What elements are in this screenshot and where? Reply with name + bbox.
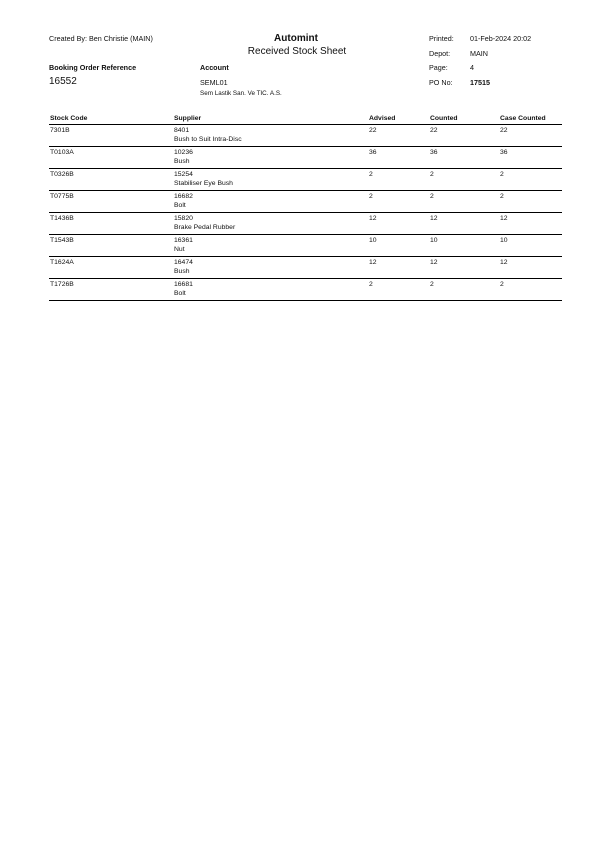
counted-qty: 2 [430,171,434,178]
stock-code: T0326B [50,171,74,178]
case-counted-qty: 22 [500,127,508,134]
stock-code: T1726B [50,281,74,288]
page-title: Received Stock Sheet [247,46,347,57]
supplier-code: 16682 [174,193,193,200]
case-counted-qty: 2 [500,193,504,200]
supplier-code: 8401 [174,127,190,134]
supplier-code: 16681 [174,281,193,288]
supplier-code: 10236 [174,149,193,156]
table-row [49,279,562,301]
printed-value: 01-Feb-2024 20:02 [470,34,532,43]
col-advised: Advised [369,115,396,122]
counted-qty: 36 [430,149,438,156]
stock-code: T1436B [50,215,74,222]
table-row [49,169,562,191]
table-row [49,213,562,235]
item-description: Bush [174,158,190,165]
col-stock-code: Stock Code [50,115,88,122]
case-counted-qty: 36 [500,149,508,156]
po-label: PO No: [429,78,453,87]
company-name: Automint [274,33,318,44]
counted-qty: 10 [430,237,438,244]
col-case-counted: Case Counted [500,115,546,122]
booking-reference: 16552 [49,76,77,87]
case-counted-qty: 2 [500,281,504,288]
counted-qty: 2 [430,281,434,288]
case-counted-qty: 10 [500,237,508,244]
counted-qty: 12 [430,259,438,266]
stock-code: T0103A [50,149,74,156]
printed-label: Printed: [429,34,454,43]
supplier-code: 16474 [174,259,193,266]
item-description: Stabiliser Eye Bush [174,180,233,187]
advised-qty: 2 [369,193,373,200]
stock-code: T0775B [50,193,74,200]
depot-label: Depot: [429,49,451,58]
col-supplier: Supplier [174,115,202,122]
stock-table [49,114,562,301]
supplier-code: 16361 [174,237,193,244]
item-description: Bolt [174,290,186,297]
advised-qty: 10 [369,237,377,244]
table-row [49,235,562,257]
case-counted-qty: 12 [500,215,508,222]
advised-qty: 22 [369,127,377,134]
po-number: 17515 [470,78,490,87]
counted-qty: 2 [430,193,434,200]
item-description: Bush to Suit Intra-Disc [174,136,242,143]
page-number: 4 [470,63,474,72]
advised-qty: 2 [369,171,373,178]
supplier-code: 15254 [174,171,193,178]
col-counted: Counted [430,115,458,122]
item-description: Brake Pedal Rubber [174,224,236,231]
table-row [49,147,562,169]
table-row [49,257,562,279]
table-row [49,125,562,147]
advised-qty: 2 [369,281,373,288]
stock-code: T1624A [50,259,74,266]
created-by-label: Created By: [49,34,87,43]
table-header [49,114,562,125]
item-description: Nut [174,246,185,253]
advised-qty: 12 [369,215,377,222]
case-counted-qty: 2 [500,171,504,178]
account-code: SEML01 [200,78,228,87]
item-description: Bolt [174,202,186,209]
advised-qty: 36 [369,149,377,156]
item-description: Bush [174,268,190,275]
account-name: Sem Lastik San. Ve TIC. A.S. [200,90,282,97]
case-counted-qty: 12 [500,259,508,266]
account-label: Account [200,63,229,72]
booking-label: Booking Order Reference [49,63,137,72]
stock-code: 7301B [50,127,70,134]
created-by-value: Ben Christie (MAIN) [88,34,153,43]
page-label: Page: [429,63,448,72]
created-by [49,34,153,43]
counted-qty: 12 [430,215,438,222]
counted-qty: 22 [430,127,438,134]
supplier-code: 15820 [174,215,193,222]
table-row [49,191,562,213]
stock-code: T1543B [50,237,74,244]
advised-qty: 12 [369,259,377,266]
depot-value: MAIN [470,49,488,58]
